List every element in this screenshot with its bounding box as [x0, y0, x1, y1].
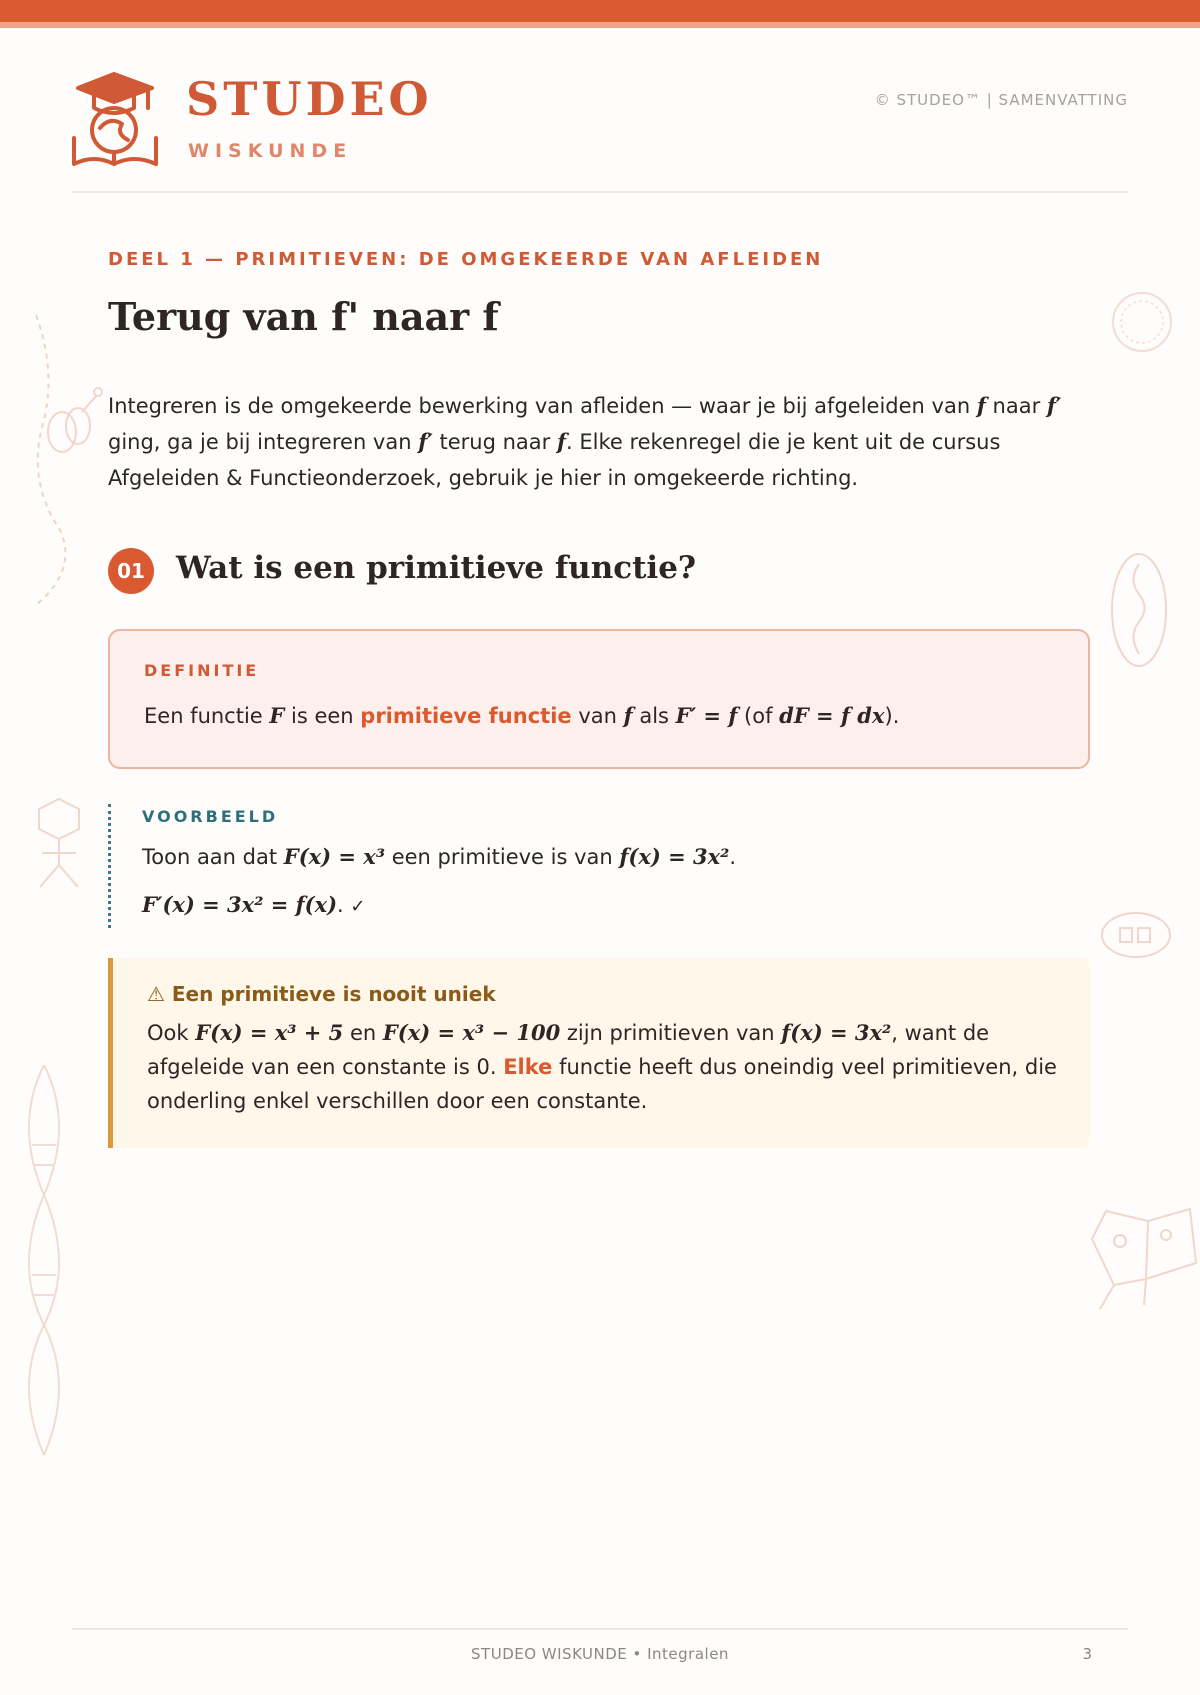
definition-text — [144, 699, 899, 733]
math-f: f — [556, 429, 566, 454]
warning-title: ⚠ Een primitieve is nooit uniek — [147, 982, 496, 1006]
section-label: DEEL 1 — PRIMITIEVEN: DE OMGEKEERDE VAN AFLEIDEN — [108, 249, 824, 270]
definition-text-part: (of — [737, 704, 780, 728]
example-block — [108, 804, 1011, 928]
math-dF-eq-f-dx: dF = f dx — [779, 703, 885, 728]
example-text: een primitieve is van — [385, 845, 620, 869]
intro-text: naar — [985, 394, 1047, 418]
section-number-badge: 01 — [108, 548, 154, 594]
definition-text-part: is een — [284, 704, 361, 728]
warning-highlight: Elke — [503, 1055, 553, 1079]
decorative-dna-icon — [14, 1065, 74, 1455]
warning-text-part: , want de afgeleide van een constante is 0. — [147, 1021, 990, 1079]
example-solution — [142, 888, 365, 924]
decorative-doodle-left-icon — [26, 310, 106, 610]
warning-text-part: Ook — [147, 1021, 196, 1045]
math-F-plus-5: F(x) = x³ + 5 — [195, 1020, 344, 1045]
page-number: 3 — [1082, 1645, 1092, 1663]
warning-text — [147, 1016, 1057, 1118]
footer-title: STUDEO WISKUNDE • Integralen — [471, 1645, 729, 1663]
intro-paragraph — [108, 388, 1093, 496]
math-F-minus-100: F(x) = x³ − 100 — [382, 1020, 561, 1045]
example-text: . — [337, 893, 351, 917]
definition-text-part: ). — [884, 704, 900, 728]
checkmark-icon: ✓ — [350, 896, 366, 917]
brand-name: STUDEO — [186, 72, 433, 126]
intro-text: ging, ga je bij integreren van — [108, 430, 419, 454]
warning-text-part: zijn primitieven van — [560, 1021, 782, 1045]
intro-text: terug naar — [432, 430, 557, 454]
warning-box — [108, 958, 1090, 1148]
footer-divider — [72, 1628, 1128, 1630]
page-title: Terug van f' naar f — [108, 294, 499, 339]
definition-text-part: van — [571, 704, 624, 728]
math-F-of-x: F(x) = x³ — [283, 844, 386, 869]
math-f-prime: f′ — [1046, 393, 1062, 418]
header-divider — [72, 191, 1128, 193]
math-F-prime-eq-f: F′ = f — [675, 703, 738, 728]
math-F: F — [269, 703, 285, 728]
definition-box — [108, 629, 1090, 769]
decorative-circle-icon — [1110, 290, 1174, 354]
definition-text-part: Een functie — [144, 704, 270, 728]
graduation-cap-book-logo-icon — [70, 68, 162, 168]
example-text: . — [729, 845, 737, 869]
warning-text-part: functie heeft dus oneindig veel primitieven, die onderling enkel verschillen door een constante. — [147, 1055, 1057, 1113]
top-accent-bar — [0, 0, 1200, 22]
decorative-oval-icon — [1100, 910, 1172, 960]
math-f: f — [623, 703, 633, 728]
intro-text: Integreren is de omgekeerde bewerking van afleiden — waar je bij afgeleiden van — [108, 394, 977, 418]
example-label: VOORBEELD — [142, 807, 279, 826]
top-accent-line — [0, 22, 1200, 28]
math-f-of-x: f(x) = 3x² — [781, 1020, 892, 1045]
definition-label: DEFINITIE — [144, 661, 260, 680]
math-f: f — [976, 393, 986, 418]
definition-highlight: primitieve functie — [360, 704, 572, 728]
math-f-of-x: f(x) = 3x² — [619, 844, 730, 869]
subsection-title: Wat is een primitieve functie? — [176, 550, 697, 586]
example-text: Toon aan dat — [142, 845, 284, 869]
decorative-leaf-icon — [1108, 550, 1170, 670]
header-copyright: © STUDEO™ | SAMENVATTING — [874, 91, 1128, 109]
decorative-figure-icon — [32, 795, 86, 895]
math-f-prime: f′ — [418, 429, 433, 454]
warning-text-part: en — [343, 1021, 383, 1045]
example-statement — [142, 840, 736, 874]
decorative-map-icon — [1086, 1205, 1198, 1313]
intro-text: . Elke rekenregel die je kent uit de cursus Afgeleiden & Functieonderzoek, gebruik je hier in omgekeerde richting. — [108, 430, 1001, 490]
brand-subtitle: WISKUNDE — [188, 140, 353, 162]
math-derivative: F′(x) = 3x² = f(x) — [142, 892, 338, 917]
definition-text-part: als — [632, 704, 676, 728]
